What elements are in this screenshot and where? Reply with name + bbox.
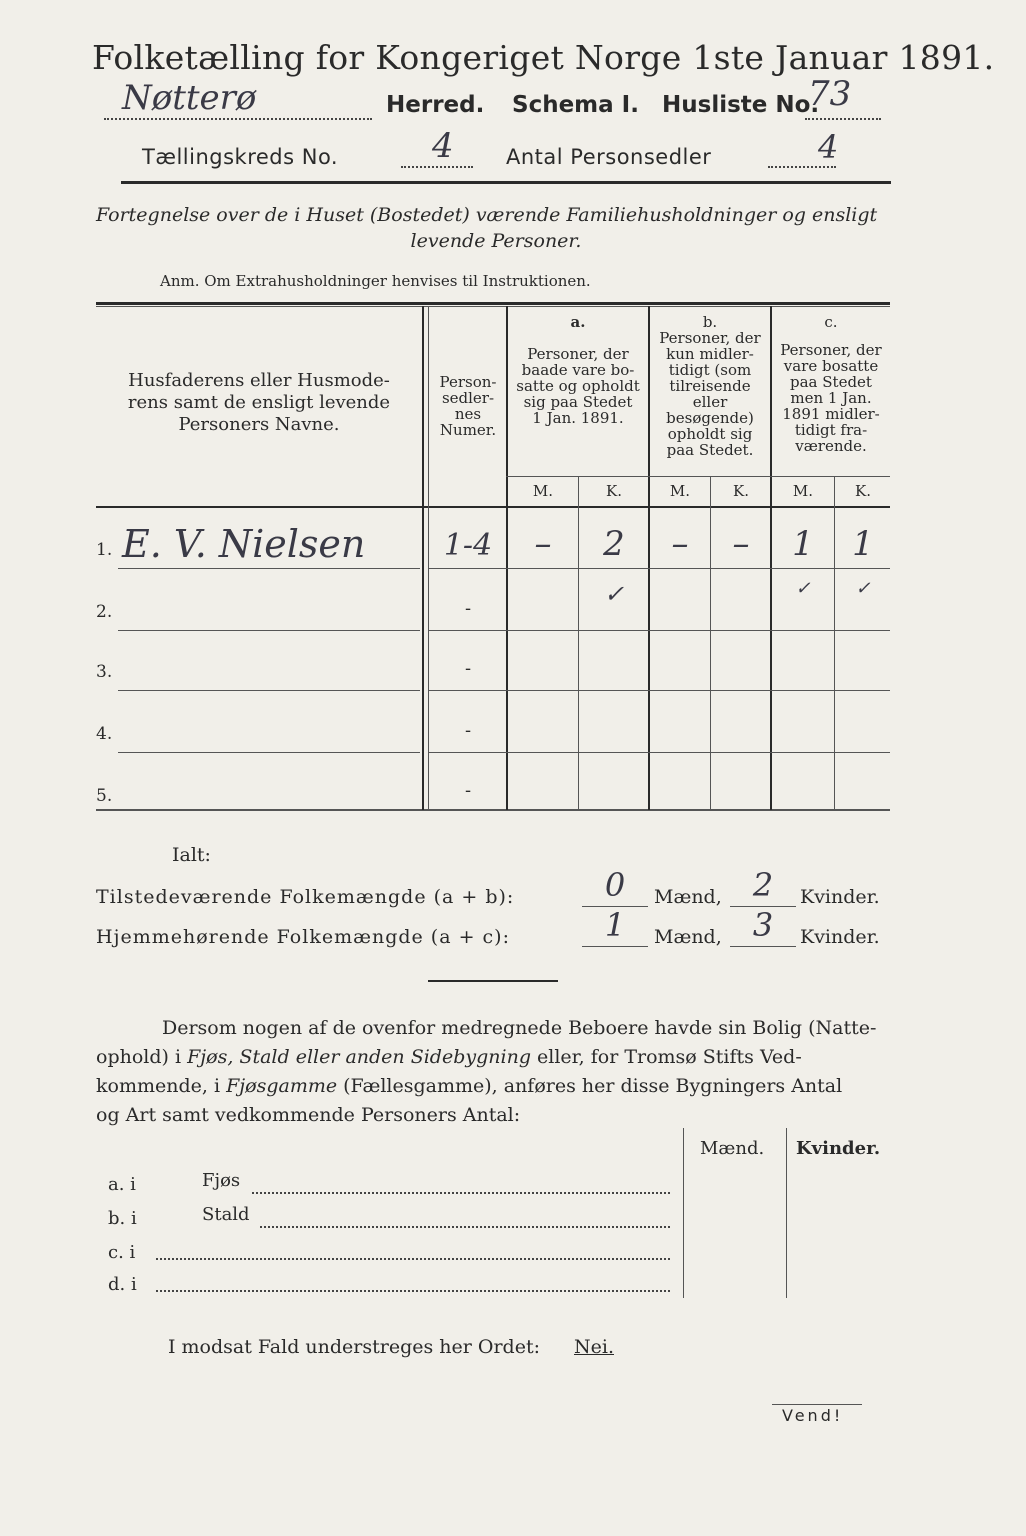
ialt-label: Ialt:	[172, 844, 211, 866]
page-title: Folketælling for Kongeriget Norge 1ste Januar 1891.	[92, 38, 995, 77]
personsedler-value: 4	[818, 128, 839, 166]
table-top-rule	[96, 302, 890, 305]
herred-value: Nøtterø	[122, 78, 257, 118]
a-m-label: M.	[532, 482, 554, 500]
intro-line-1: Fortegnelse over de i Huset (Bostedet) værende Familiehusholdninger og ensligt	[96, 204, 878, 226]
herred-label: Herred.	[386, 92, 485, 118]
personsedler-label: Antal Personsedler	[506, 145, 712, 169]
tilstede-maend-value: 0	[604, 866, 626, 904]
buildings-col-maend: Mænd.	[700, 1138, 765, 1159]
row-name: E. V. Nielsen	[122, 522, 366, 566]
husliste-value: 73	[808, 74, 852, 114]
b-k-label: K.	[733, 482, 749, 500]
tilstede-label: Tilstedeværende Folkemængde (a + b):	[96, 886, 515, 908]
b-m-label: M.	[669, 482, 691, 500]
col-header-name: Husfaderens eller Husmode- rens samt de ensligt levende Personers Navne.	[127, 370, 391, 435]
intro-line-2: levende Personer.	[410, 230, 582, 252]
divider	[428, 980, 558, 982]
col-header-a: a. Personer, der baade vare bo- satte og opholdt sig paa Stedet 1 Jan. 1891.	[516, 313, 640, 427]
hjemme-maend-value: 1	[604, 906, 626, 944]
buildings-col-kvinder: Kvinder.	[796, 1138, 881, 1159]
buildings-paragraph: Dersom nogen af de ovenfor medregnede Beboere havde sin Bolig (Natte- ophold) i Fjøs, Stald eller anden Sidebygning eller, for Tromsø Stifts Ved- kommende, i Fjøsgamme (Fællesgamme), anføres her disse Bygningers Antal og Art samt vedkommende Personers Antal:	[96, 1017, 877, 1126]
husliste-label: Husliste No.	[662, 92, 820, 118]
header-rule	[121, 181, 891, 184]
modsat-text: I modsat Fald understreges her Ordet:	[168, 1336, 540, 1358]
col-header-c: c. Personer, der vare bosatte paa Stedet men 1 Jan. 1891 midler- tidigt fra- værende.	[780, 313, 882, 455]
vend-text: Vend!	[782, 1406, 844, 1425]
hjemme-kvinder-value: 3	[752, 906, 774, 944]
schema-label: Schema I.	[512, 92, 639, 118]
a-k-label: K.	[606, 482, 622, 500]
nei-word: Nei.	[574, 1336, 614, 1358]
col-header-number: Person- sedler- nes Numer.	[439, 373, 497, 439]
tilstede-kvinder-value: 2	[752, 866, 774, 904]
kreds-label: Tællingskreds No.	[142, 145, 339, 169]
kreds-value: 4	[432, 126, 454, 166]
col-header-b: b. Personer, der kun midler- tidigt (som tilreisende eller besøgende) opholdt sig paa Stedet.	[659, 313, 761, 459]
c-m-label: M.	[792, 482, 814, 500]
anm-note: Anm. Om Extrahusholdninger henvises til Instruktionen.	[160, 272, 591, 290]
hjemme-label: Hjemmehørende Folkemængde (a + c):	[96, 926, 510, 948]
c-k-label: K.	[855, 482, 871, 500]
